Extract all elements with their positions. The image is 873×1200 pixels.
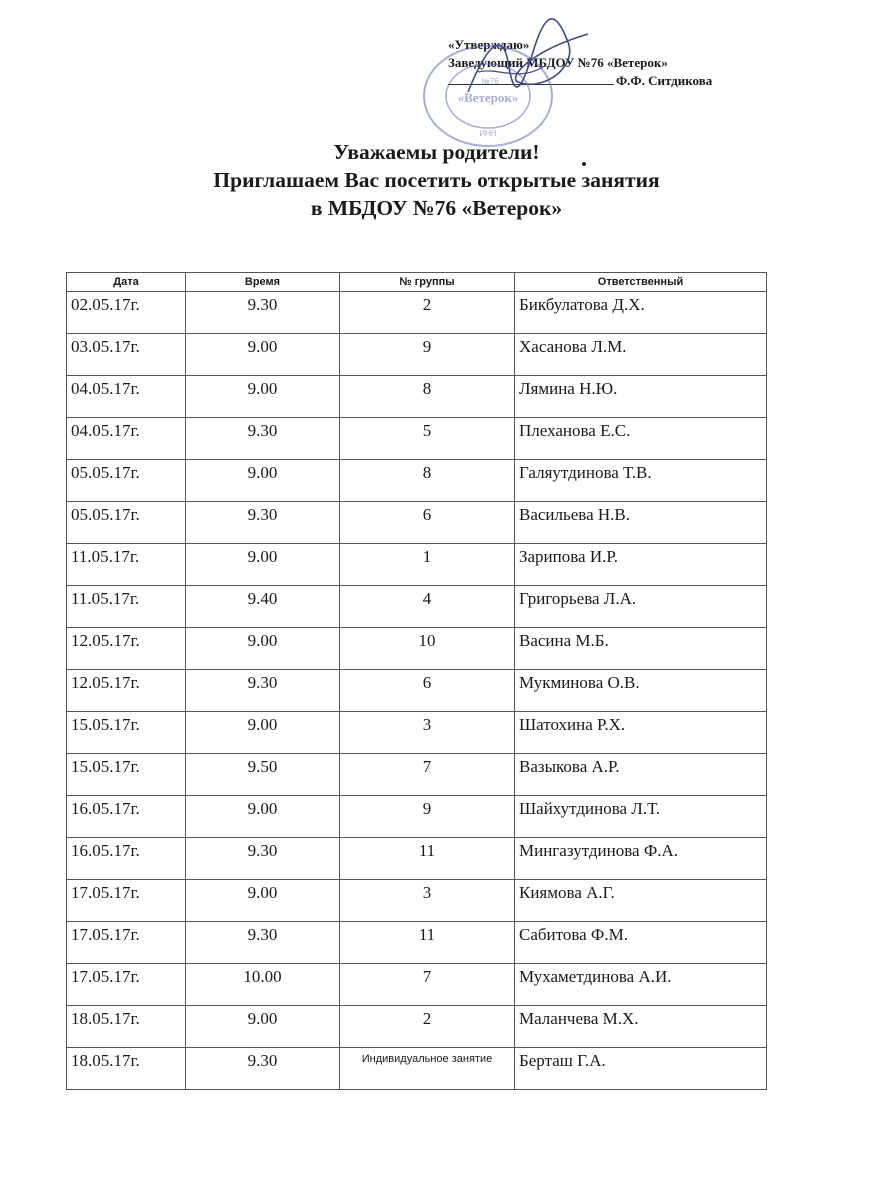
cell-responsible: Григорьева Л.А. bbox=[515, 586, 767, 628]
cell-time: 9.00 bbox=[186, 880, 340, 922]
cell-responsible: Вазыкова А.Р. bbox=[515, 754, 767, 796]
table-row bbox=[67, 628, 767, 670]
cell-date: 04.05.17г. bbox=[67, 418, 186, 460]
cell-time: 9.00 bbox=[186, 544, 340, 586]
cell-time: 9.00 bbox=[186, 334, 340, 376]
page-heading bbox=[0, 138, 873, 222]
cell-group: 3 bbox=[340, 712, 515, 754]
cell-responsible: Мухаметдинова А.И. bbox=[515, 964, 767, 1006]
cell-time: 9.30 bbox=[186, 292, 340, 334]
cell-time: 9.30 bbox=[186, 922, 340, 964]
cell-date: 17.05.17г. bbox=[67, 922, 186, 964]
table-row bbox=[67, 964, 767, 1006]
cell-time: 9.00 bbox=[186, 796, 340, 838]
cell-group: 10 bbox=[340, 628, 515, 670]
cell-responsible: Плеханова Е.С. bbox=[515, 418, 767, 460]
cell-group: Индивидуальное занятие bbox=[340, 1048, 515, 1090]
table-row bbox=[67, 754, 767, 796]
cell-date: 16.05.17г. bbox=[67, 796, 186, 838]
table-row bbox=[67, 292, 767, 334]
cell-responsible: Берташ Г.А. bbox=[515, 1048, 767, 1090]
cell-responsible: Васильева Н.В. bbox=[515, 502, 767, 544]
cell-group: 6 bbox=[340, 502, 515, 544]
cell-date: 18.05.17г. bbox=[67, 1048, 186, 1090]
cell-group: 1 bbox=[340, 544, 515, 586]
table-row bbox=[67, 418, 767, 460]
signature-underline bbox=[448, 72, 614, 85]
table-row bbox=[67, 334, 767, 376]
cell-group: 8 bbox=[340, 460, 515, 502]
heading-organization: в МБДОУ №76 «Ветерок» bbox=[310, 196, 563, 220]
cell-group: 3 bbox=[340, 880, 515, 922]
table-row bbox=[67, 1006, 767, 1048]
table-row bbox=[67, 376, 767, 418]
cell-date: 12.05.17г. bbox=[67, 670, 186, 712]
cell-group: 9 bbox=[340, 334, 515, 376]
heading-invitation: Приглашаем Вас посетить открытые занятия bbox=[213, 168, 660, 192]
schedule-table bbox=[66, 272, 767, 1090]
table-row bbox=[67, 460, 767, 502]
table-header-row bbox=[67, 273, 767, 292]
header-date: Дата bbox=[67, 273, 186, 292]
cell-responsible: Галяутдинова Т.В. bbox=[515, 460, 767, 502]
cell-date: 11.05.17г. bbox=[67, 586, 186, 628]
cell-date: 12.05.17г. bbox=[67, 628, 186, 670]
table-row bbox=[67, 586, 767, 628]
header-responsible: Ответственный bbox=[515, 273, 767, 292]
cell-responsible: Зарипова И.Р. bbox=[515, 544, 767, 586]
table-row bbox=[67, 544, 767, 586]
table-row bbox=[67, 670, 767, 712]
table-row bbox=[67, 838, 767, 880]
cell-responsible: Бикбулатова Д.Х. bbox=[515, 292, 767, 334]
stamp-number: №76 bbox=[481, 77, 499, 86]
cell-time: 9.00 bbox=[186, 1006, 340, 1048]
approval-position: Заведующий МБДОУ №76 «Ветерок» bbox=[448, 55, 668, 70]
table-row bbox=[67, 502, 767, 544]
cell-group: 4 bbox=[340, 586, 515, 628]
cell-group: 11 bbox=[340, 838, 515, 880]
cell-group: 2 bbox=[340, 1006, 515, 1048]
approval-title: «Утверждаю» bbox=[448, 37, 530, 52]
table-row bbox=[67, 1048, 767, 1090]
cell-group: 5 bbox=[340, 418, 515, 460]
cell-time: 9.30 bbox=[186, 502, 340, 544]
cell-group: 9 bbox=[340, 796, 515, 838]
ink-dot bbox=[582, 162, 586, 166]
table-row bbox=[67, 922, 767, 964]
cell-time: 9.30 bbox=[186, 838, 340, 880]
cell-responsible: Хасанова Л.М. bbox=[515, 334, 767, 376]
approval-name: Ф.Ф. Ситдикова bbox=[616, 73, 713, 88]
cell-group: 2 bbox=[340, 292, 515, 334]
cell-group: 8 bbox=[340, 376, 515, 418]
header-time: Время bbox=[186, 273, 340, 292]
table-row bbox=[67, 796, 767, 838]
cell-responsible: Сабитова Ф.М. bbox=[515, 922, 767, 964]
approval-block bbox=[448, 36, 758, 90]
cell-date: 02.05.17г. bbox=[67, 292, 186, 334]
cell-date: 15.05.17г. bbox=[67, 712, 186, 754]
cell-responsible: Мукминова О.В. bbox=[515, 670, 767, 712]
cell-responsible: Маланчева М.Х. bbox=[515, 1006, 767, 1048]
cell-time: 10.00 bbox=[186, 964, 340, 1006]
cell-date: 04.05.17г. bbox=[67, 376, 186, 418]
stamp-name: «Ветерок» bbox=[457, 90, 519, 105]
table-row bbox=[67, 880, 767, 922]
cell-group: 11 bbox=[340, 922, 515, 964]
cell-date: 05.05.17г. bbox=[67, 502, 186, 544]
table-row bbox=[67, 712, 767, 754]
cell-time: 9.00 bbox=[186, 712, 340, 754]
cell-date: 05.05.17г. bbox=[67, 460, 186, 502]
cell-time: 9.40 bbox=[186, 586, 340, 628]
table-body bbox=[67, 292, 767, 1090]
cell-time: 9.30 bbox=[186, 1048, 340, 1090]
heading-greeting: Уважаемы родители! bbox=[333, 140, 540, 164]
cell-responsible: Васина М.Б. bbox=[515, 628, 767, 670]
cell-date: 16.05.17г. bbox=[67, 838, 186, 880]
cell-time: 9.50 bbox=[186, 754, 340, 796]
cell-date: 11.05.17г. bbox=[67, 544, 186, 586]
cell-group: 7 bbox=[340, 964, 515, 1006]
cell-responsible: Шатохина Р.Х. bbox=[515, 712, 767, 754]
cell-responsible: Лямина Н.Ю. bbox=[515, 376, 767, 418]
header-group: № группы bbox=[340, 273, 515, 292]
cell-group: 7 bbox=[340, 754, 515, 796]
cell-time: 9.30 bbox=[186, 418, 340, 460]
approval-signature-line bbox=[448, 72, 758, 90]
cell-date: 18.05.17г. bbox=[67, 1006, 186, 1048]
cell-time: 9.00 bbox=[186, 628, 340, 670]
cell-responsible: Шайхутдинова Л.Т. bbox=[515, 796, 767, 838]
stamp-inn: ИНН bbox=[479, 129, 497, 138]
cell-time: 9.30 bbox=[186, 670, 340, 712]
cell-time: 9.00 bbox=[186, 460, 340, 502]
cell-group: 6 bbox=[340, 670, 515, 712]
cell-date: 17.05.17г. bbox=[67, 880, 186, 922]
cell-date: 17.05.17г. bbox=[67, 964, 186, 1006]
cell-responsible: Мингазутдинова Ф.А. bbox=[515, 838, 767, 880]
cell-time: 9.00 bbox=[186, 376, 340, 418]
cell-date: 15.05.17г. bbox=[67, 754, 186, 796]
cell-responsible: Киямова А.Г. bbox=[515, 880, 767, 922]
cell-date: 03.05.17г. bbox=[67, 334, 186, 376]
